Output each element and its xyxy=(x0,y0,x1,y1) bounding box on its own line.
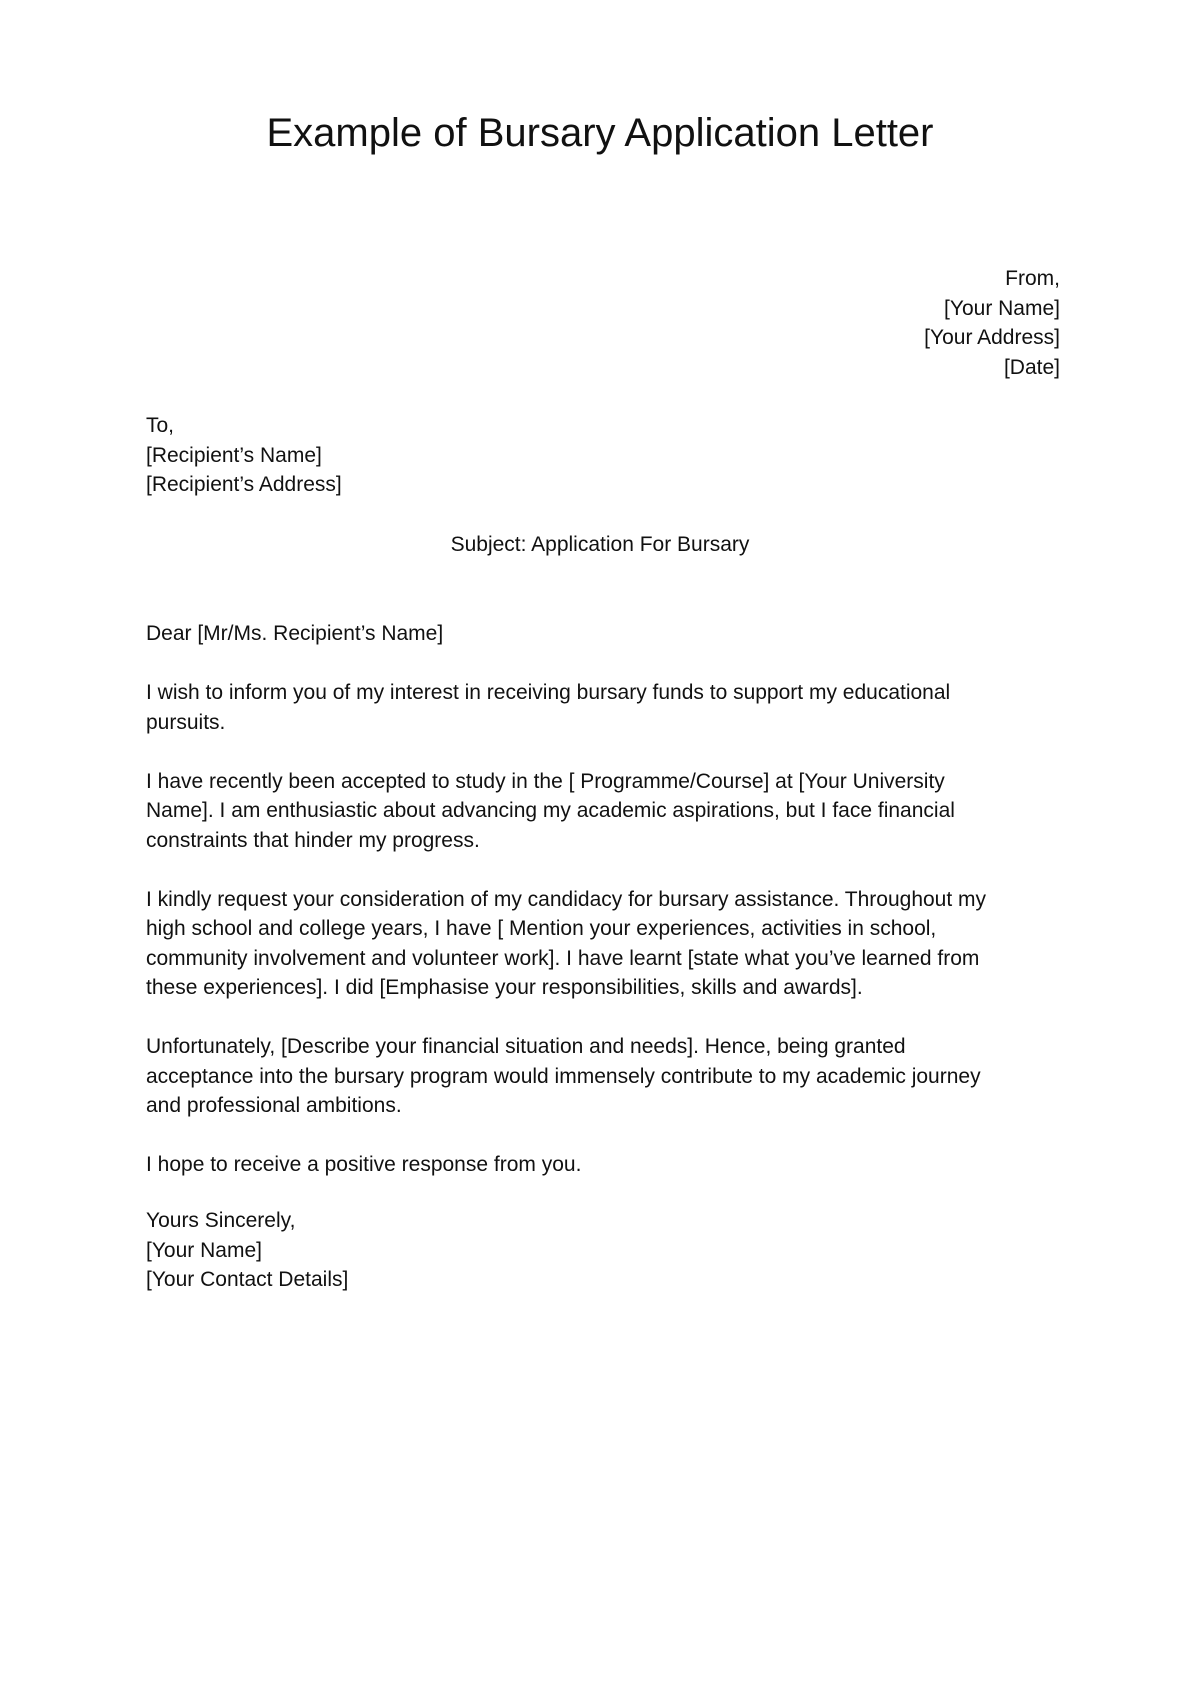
paragraph-line: I wish to inform you of my interest in receiving bursary funds to support my educational xyxy=(146,681,951,704)
paragraph-line: community involvement and volunteer work]. I have learnt [state what you’ve learned from xyxy=(146,946,980,970)
paragraph-line: pursuits. xyxy=(146,710,226,734)
body-paragraph xyxy=(146,1150,1056,1180)
body-paragraph xyxy=(146,885,1056,1003)
paragraph-line: I have recently been accepted to study in the [ Programme/Course] at [Your University xyxy=(146,769,945,793)
paragraph-line: Unfortunately, [Describe your financial situation and needs]. Hence, being granted xyxy=(146,1035,906,1058)
paragraph-line: constraints that hinder my progress. xyxy=(146,828,480,852)
sender-block xyxy=(924,264,1060,382)
sender-line: From, xyxy=(1005,267,1060,290)
sender-line: [Your Address] xyxy=(924,326,1060,349)
paragraph-line: and professional ambitions. xyxy=(146,1094,402,1117)
body-paragraph xyxy=(146,767,1056,856)
closing-block xyxy=(146,1206,348,1295)
body-paragraph xyxy=(146,1032,1056,1121)
recipient-line: [Recipient’s Name] xyxy=(146,443,322,467)
salutation: Dear [Mr/Ms. Recipient’s Name] xyxy=(146,622,444,645)
paragraph-line: Name]. I am enthusiastic about advancing my academic aspirations, but I face financial xyxy=(146,799,955,822)
paragraph-line: high school and college years, I have [ Mention your experiences, activities in school, xyxy=(146,917,937,940)
paragraph-line: I kindly request your consideration of my candidacy for bursary assistance. Throughout my xyxy=(146,887,987,911)
recipient-block xyxy=(146,411,342,500)
body-paragraph xyxy=(146,678,1056,737)
closing-line: Yours Sincerely, xyxy=(146,1209,296,1232)
letter-body xyxy=(146,678,1056,1209)
subject-line: Subject: Application For Bursary xyxy=(450,533,750,556)
paragraph-line: these experiences]. I did [Emphasise your responsibilities, skills and awards]. xyxy=(146,976,863,999)
paragraph-line: I hope to receive a positive response from you. xyxy=(146,1153,582,1176)
recipient-line: To, xyxy=(146,414,175,437)
sender-line: [Date] xyxy=(1003,355,1060,379)
sender-line: [Your Name] xyxy=(944,296,1060,320)
recipient-line: [Recipient’s Address] xyxy=(146,473,342,496)
closing-line: [Your Name] xyxy=(146,1238,262,1262)
document-title: Example of Bursary Application Letter xyxy=(266,111,934,155)
paragraph-line: acceptance into the bursary program would immensely contribute to my academic journey xyxy=(146,1064,981,1088)
closing-line: [Your Contact Details] xyxy=(146,1268,349,1291)
